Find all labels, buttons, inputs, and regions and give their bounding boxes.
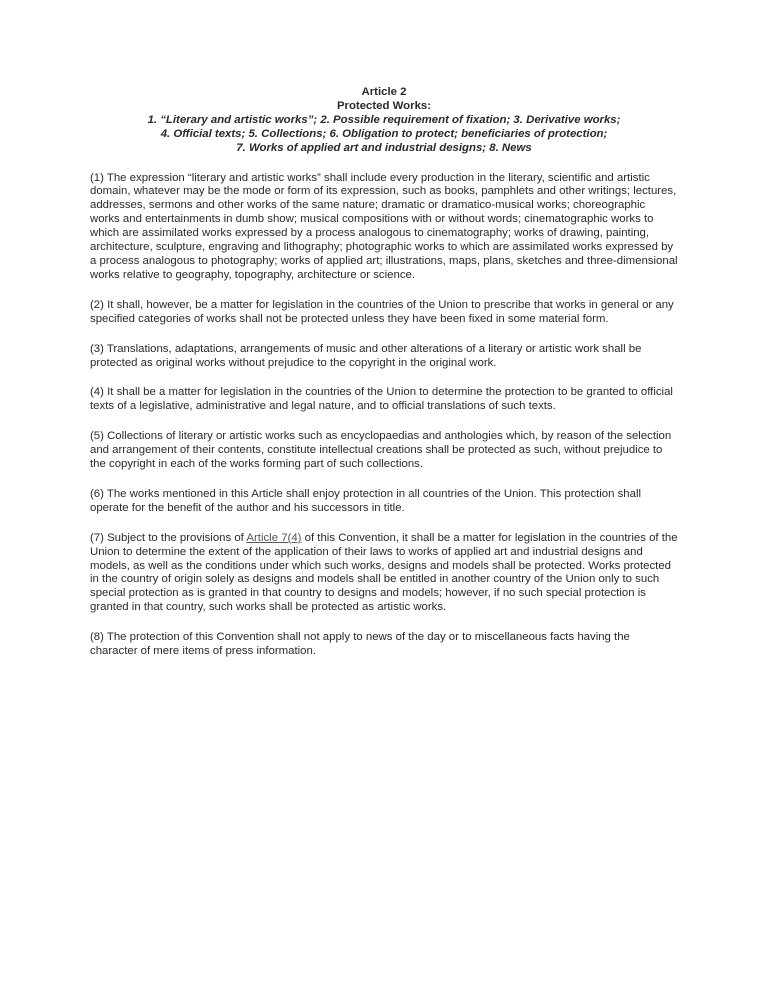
- paragraph-1: (1) The expression “literary and artistic works” shall include every production in the literary, scientific and artistic domain, whatever may be the mode or form of its expression, such as books, pamphlets and other writings; lectures, addresses, sermons and other works of the same nature; dramatic or dramatico-musical works; choreographic works and entertainments in dumb show; musical compositions with or without words; cinematographic works to which are assimilated works expressed by a process analogous to cinematography; works of drawing, painting, architecture, sculpture, engraving and lithography; photographic works to which are assimilated works expressed by a process analogous to photography; works of applied art; illustrations, maps, plans, sketches and three-dimensional works relative to geography, topography, architecture or science.: [90, 171, 678, 281]
- paragraph-7-start: (7) Subject to the provisions of: [90, 531, 247, 544]
- paragraph-5: (5) Collections of literary or artistic works such as encyclopaedias and anthologies which, by reason of the selection and arrangement of their contents, constitute intellectual creations shall be protected as such, without prejudice to the copyright in each of the works forming part of such collections.: [90, 430, 672, 471]
- article-heading: [90, 86, 678, 156]
- paragraph-3: (3) Translations, adaptations, arrangements of music and other alterations of a literary or artistic work shall be protected as original works without prejudice to the copyright in the original work.: [90, 342, 642, 369]
- document-page: [90, 86, 678, 675]
- article-title: Protected Works:: [336, 99, 432, 112]
- article-subtitle-line-2: 4. Official texts; 5. Collections; 6. Obligation to protect; beneficiaries of protection;: [160, 127, 608, 140]
- article-number: Article 2: [361, 86, 407, 98]
- article-subtitle-line-1: 1. “Literary and artistic works”; 2. Possible requirement of fixation; 3. Derivative works;: [147, 113, 621, 126]
- paragraph-6: (6) The works mentioned in this Article shall enjoy protection in all countries of the Union. This protection shall operate for the benefit of the author and his successors in title.: [90, 487, 642, 514]
- paragraph-7: [90, 532, 678, 615]
- paragraph-7-end: of this Convention, it shall be a matter for legislation in the countries of the Union to determine the extent of the application of their laws to works of applied art and industrial designs and models, as well as the conditions under which such works, designs and models shall be protected. Works protected in the country of origin solely as designs and models shall be entitled in another country of the Union only to such special protection as is granted in that country to designs and models; however, if no such special protection is granted in that country, such works shall be protected as artistic works.: [90, 531, 678, 614]
- paragraph-8: (8) The protection of this Convention shall not apply to news of the day or to miscellaneous facts having the character of mere items of press information.: [90, 631, 630, 658]
- article-7-4-link[interactable]: Article 7(4): [246, 531, 302, 544]
- paragraph-4: (4) It shall be a matter for legislation in the countries of the Union to determine the protection to be granted to official texts of a legislative, administrative and legal nature, and to official translations of such texts.: [90, 386, 673, 413]
- paragraph-2: (2) It shall, however, be a matter for legislation in the countries of the Union to prescribe that works in general or any specified categories of works shall not be protected unless they have been fixed in some material form.: [90, 298, 674, 325]
- article-subtitle-line-3: 7. Works of applied art and industrial designs; 8. News: [236, 141, 532, 154]
